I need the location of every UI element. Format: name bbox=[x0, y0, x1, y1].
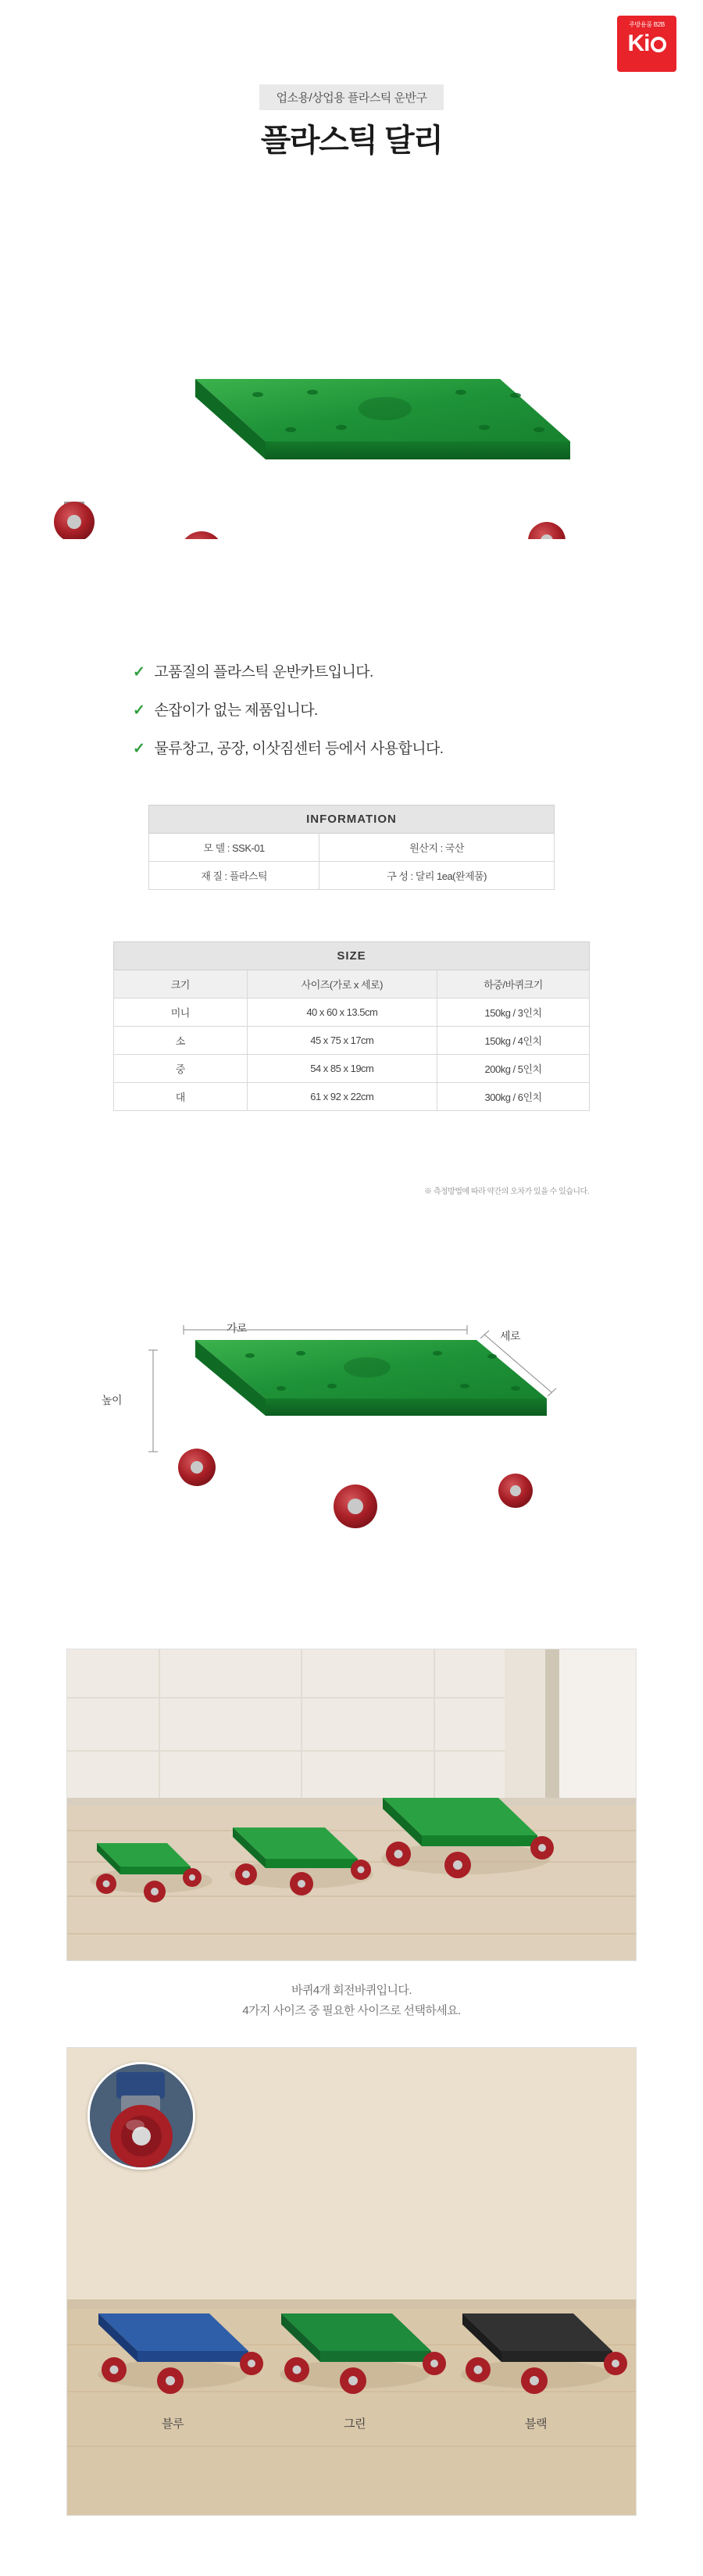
color-label-green: 그린 bbox=[344, 2417, 366, 2431]
feature-bullet-list bbox=[133, 660, 443, 775]
dimension-label-height: 높이 bbox=[102, 1394, 123, 1406]
table-row bbox=[114, 942, 590, 970]
subtitle-text: 업소용/상업용 플라스틱 운반구 bbox=[259, 84, 444, 110]
size-col-header-2: 하중/바퀴크기 bbox=[437, 970, 590, 999]
size-cell: 중 bbox=[114, 1055, 248, 1083]
check-icon: ✓ bbox=[133, 702, 145, 719]
caster-closeup-inset bbox=[87, 2062, 195, 2170]
dimension-label-width: 가로 bbox=[227, 1322, 248, 1334]
size-table bbox=[113, 941, 590, 1111]
size-cell: 150kg / 4인치 bbox=[437, 1027, 590, 1055]
bullet-text: 고품질의 플라스틱 운반카트입니다. bbox=[154, 664, 373, 681]
logo-brand-letters: Ki bbox=[627, 30, 650, 56]
table-row bbox=[114, 1083, 590, 1111]
table-row bbox=[149, 834, 555, 862]
caption-line-1: 바퀴4개 회전바퀴입니다. bbox=[291, 1984, 412, 1997]
logo-tagline: 주방용품 B2B bbox=[629, 21, 665, 28]
photo-caption bbox=[0, 1981, 703, 2020]
size-col-header-1: 사이즈(가로 x 세로) bbox=[247, 970, 437, 999]
color-label-blue: 블루 bbox=[162, 2417, 184, 2431]
bullet-text: 물류창고, 공장, 이삿짐센터 등에서 사용합니다. bbox=[154, 741, 444, 757]
logo-brand-text bbox=[628, 32, 666, 55]
check-icon: ✓ bbox=[133, 664, 145, 681]
wheel-front-left bbox=[54, 502, 95, 539]
size-cell: 150kg / 3인치 bbox=[437, 999, 590, 1027]
dimension-label-depth: 세로 bbox=[500, 1330, 521, 1342]
brand-logo bbox=[617, 16, 676, 72]
size-measurement-note: ※ 측정방법에 따라 약간의 오차가 있을 수 있습니다. bbox=[424, 1188, 589, 1196]
hero-product-image bbox=[0, 305, 703, 539]
size-cell: 61 x 92 x 22cm bbox=[247, 1083, 437, 1111]
info-cell-material: 재 질 : 플라스틱 bbox=[149, 862, 319, 890]
list-item bbox=[133, 698, 443, 720]
caption-line-2: 4가지 사이즈 중 필요한 사이즈로 선택하세요. bbox=[242, 2003, 461, 2017]
information-heading: INFORMATION bbox=[149, 806, 555, 834]
table-row bbox=[114, 970, 590, 999]
table-row bbox=[114, 1027, 590, 1055]
table-row bbox=[149, 806, 555, 834]
size-cell: 40 x 60 x 13.5cm bbox=[247, 999, 437, 1027]
check-icon: ✓ bbox=[133, 741, 145, 757]
page-title: 플라스틱 달리 bbox=[260, 123, 443, 158]
size-cell: 45 x 75 x 17cm bbox=[247, 1027, 437, 1055]
caster-closeup-illustration bbox=[90, 2064, 195, 2170]
list-item bbox=[133, 737, 443, 758]
list-item bbox=[133, 660, 443, 681]
table-row bbox=[149, 862, 555, 890]
hero-dolly-illustration bbox=[0, 305, 703, 539]
size-cell: 200kg / 5인치 bbox=[437, 1055, 590, 1083]
size-cell: 미니 bbox=[114, 999, 248, 1027]
three-dollies-scene bbox=[67, 1649, 637, 1961]
table-row bbox=[114, 999, 590, 1027]
lifestyle-photo-three-sizes bbox=[66, 1649, 637, 1961]
info-cell-model: 모 델 : SSK-01 bbox=[149, 834, 319, 862]
color-variants-photo bbox=[66, 2047, 637, 2516]
size-cell: 300kg / 6인치 bbox=[437, 1083, 590, 1111]
dimension-diagram bbox=[0, 1281, 703, 1547]
info-cell-composition: 구 성 : 달리 1ea(완제품) bbox=[319, 862, 555, 890]
size-heading: SIZE bbox=[114, 942, 590, 970]
logo-o-icon bbox=[651, 37, 666, 52]
size-cell: 54 x 85 x 19cm bbox=[247, 1055, 437, 1083]
info-cell-origin: 원산지 : 국산 bbox=[319, 834, 555, 862]
size-cell: 대 bbox=[114, 1083, 248, 1111]
wheel-back-right bbox=[528, 522, 566, 539]
table-row bbox=[114, 1055, 590, 1083]
information-table bbox=[148, 805, 555, 890]
color-label-black: 블랙 bbox=[525, 2417, 547, 2431]
bullet-text: 손잡이가 없는 제품입니다. bbox=[154, 702, 318, 719]
subtitle-banner bbox=[0, 84, 703, 110]
size-col-header-0: 크기 bbox=[114, 970, 248, 999]
dimension-illustration bbox=[0, 1281, 703, 1547]
wheel-front-right bbox=[180, 531, 223, 539]
size-cell: 소 bbox=[114, 1027, 248, 1055]
